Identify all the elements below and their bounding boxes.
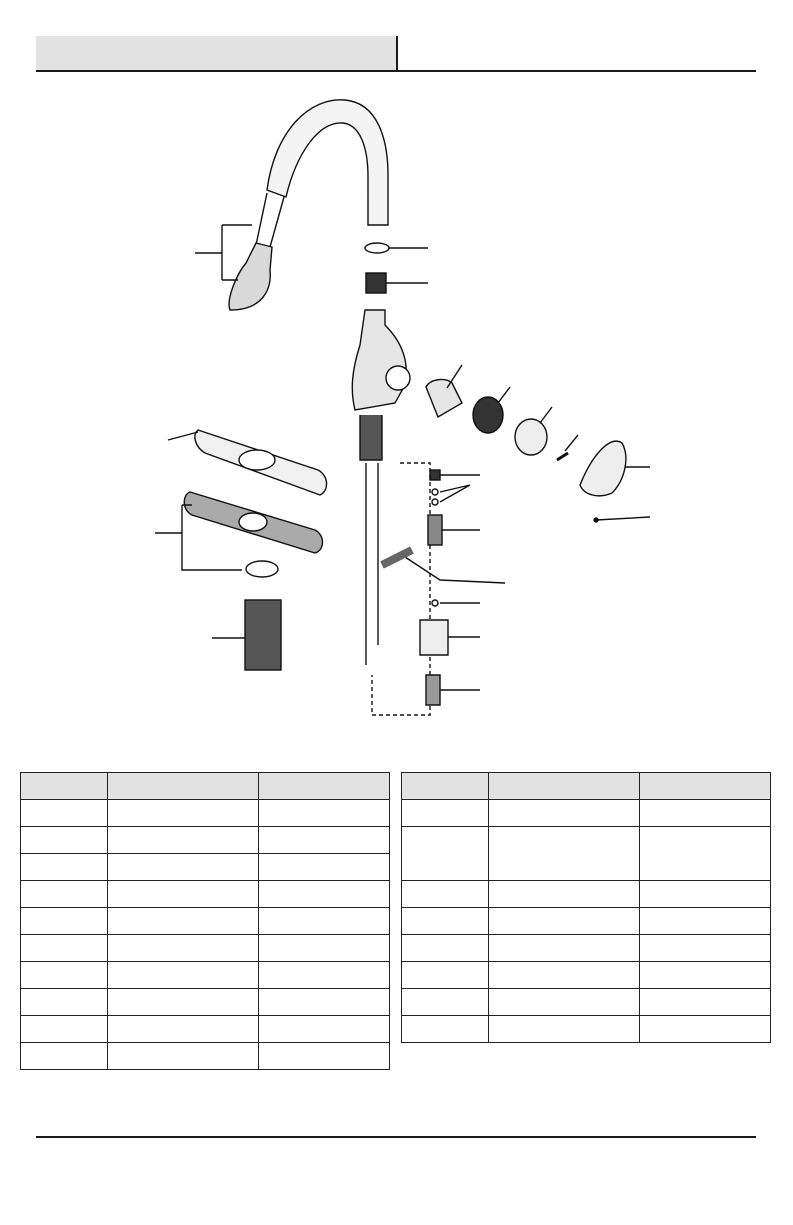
faucet-body	[352, 310, 406, 410]
cell	[108, 827, 259, 854]
cell	[489, 881, 640, 908]
table-row	[21, 1016, 390, 1043]
cell	[21, 827, 108, 854]
table-header-row	[21, 773, 390, 800]
cell	[402, 962, 489, 989]
cell	[489, 1016, 640, 1043]
cell	[21, 989, 108, 1016]
table-row	[21, 800, 390, 827]
page-header	[36, 36, 756, 72]
table-row	[402, 962, 771, 989]
cell	[259, 800, 390, 827]
table-row	[21, 962, 390, 989]
cell	[640, 935, 771, 962]
footer-rule	[36, 1136, 756, 1138]
col-header-description	[108, 773, 259, 800]
check-valve	[428, 515, 442, 545]
cell	[21, 962, 108, 989]
weight-arrow	[405, 557, 505, 583]
supply-lines	[366, 463, 378, 665]
cell	[259, 1016, 390, 1043]
set-screw	[557, 453, 568, 460]
mounting-nut	[245, 600, 281, 670]
base-o-ring	[246, 561, 278, 577]
header-rule	[36, 70, 756, 72]
cell	[489, 827, 640, 881]
cell	[108, 989, 259, 1016]
cell	[402, 1016, 489, 1043]
cell	[108, 800, 259, 827]
spout-nut	[366, 273, 386, 293]
cell	[402, 881, 489, 908]
cell	[640, 881, 771, 908]
cell	[21, 800, 108, 827]
exploded-parts-diagram	[0, 85, 793, 735]
table-row	[402, 800, 771, 827]
cell	[108, 962, 259, 989]
parts-table-left	[20, 772, 390, 1070]
spout-o-ring	[365, 243, 389, 253]
table-row	[21, 989, 390, 1016]
pull-down-hose	[256, 193, 284, 247]
table-row	[21, 827, 390, 854]
cell	[259, 935, 390, 962]
header-tab	[36, 36, 396, 70]
quick-connect	[430, 470, 440, 480]
hose-weight	[382, 550, 412, 565]
cell	[402, 827, 489, 881]
cell	[108, 854, 259, 881]
cell	[640, 989, 771, 1016]
spray-head	[229, 243, 272, 310]
table-row	[21, 908, 390, 935]
cell	[640, 800, 771, 827]
col-header-description	[489, 773, 640, 800]
cell	[489, 908, 640, 935]
table-row	[402, 935, 771, 962]
cell	[640, 827, 771, 881]
parts-table-right	[401, 772, 771, 1043]
cell	[108, 1016, 259, 1043]
cell	[259, 908, 390, 935]
cell	[259, 962, 390, 989]
cell	[489, 989, 640, 1016]
cartridge	[426, 380, 462, 417]
table-row	[402, 1016, 771, 1043]
cell	[489, 962, 640, 989]
cell	[640, 962, 771, 989]
col-header-part-number	[259, 773, 390, 800]
table-row	[402, 881, 771, 908]
cell	[402, 800, 489, 827]
table-row	[21, 881, 390, 908]
cell	[21, 1016, 108, 1043]
cell	[402, 989, 489, 1016]
handle-lever	[580, 441, 626, 496]
cell	[402, 935, 489, 962]
cell	[489, 935, 640, 962]
col-header-part	[21, 773, 108, 800]
gooseneck-spout	[267, 100, 388, 225]
table-row	[402, 989, 771, 1016]
hose-connector	[426, 675, 440, 705]
cell	[21, 908, 108, 935]
cell	[21, 935, 108, 962]
cell	[21, 854, 108, 881]
cell	[259, 881, 390, 908]
header-divider	[396, 36, 398, 72]
cell	[640, 1016, 771, 1043]
table-header-row	[402, 773, 771, 800]
cell	[108, 935, 259, 962]
cell	[108, 881, 259, 908]
cell	[259, 827, 390, 854]
hose-clip	[420, 620, 448, 655]
cell	[640, 908, 771, 935]
table-row	[21, 1043, 390, 1070]
cell	[21, 881, 108, 908]
handle-cap	[515, 419, 547, 455]
cell	[108, 1043, 259, 1070]
cell	[108, 908, 259, 935]
table-row	[402, 827, 771, 881]
table-row	[402, 908, 771, 935]
col-header-part-number	[640, 773, 771, 800]
table-row	[21, 854, 390, 881]
shank	[360, 415, 382, 460]
col-header-part	[402, 773, 489, 800]
cell	[402, 908, 489, 935]
cell	[259, 854, 390, 881]
cell	[259, 1043, 390, 1070]
cell	[489, 800, 640, 827]
cell	[259, 989, 390, 1016]
cell	[21, 1043, 108, 1070]
table-row	[21, 935, 390, 962]
